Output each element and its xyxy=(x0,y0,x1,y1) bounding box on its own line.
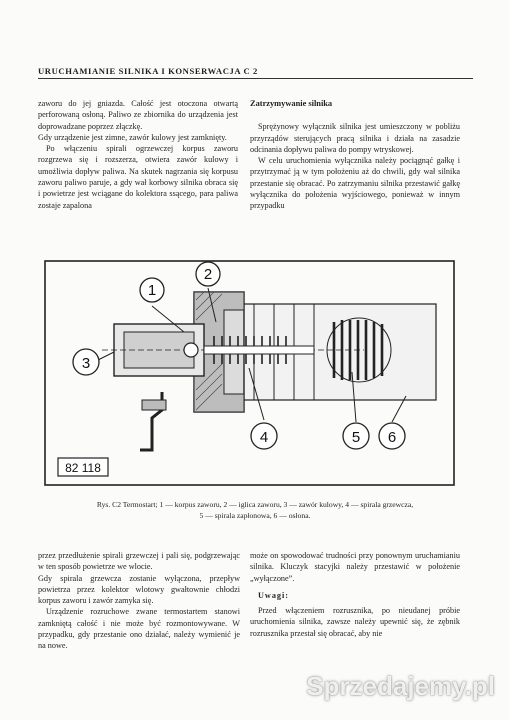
ignition-coil xyxy=(334,320,382,380)
paragraph: Urządzenie rozruchowe zwane termostartem stanowi zamkniętą całość i nie może być rozmontowywane. W przypadku, gdy przestanie ono działać, należy wymienić je na nowe. xyxy=(38,607,240,651)
callout-label-4: 4 xyxy=(259,429,269,446)
paragraph: W celu uruchomienia wyłącznika należy pociągnąć gałkę i przytrzymać ją w tym położeniu aż do chwili, gdy wał silnika przestanie się obracać. Po zatrzymaniu silnika przestawić gałkę wyłącznika do położenia wyjściowego, ponieważ w innym przypadku xyxy=(250,156,460,211)
left-column-bottom xyxy=(38,550,240,652)
callout-label-2: 2 xyxy=(203,266,213,283)
paragraph: Gdy urządzenie jest zimne, zawór kulowy jest zamknięty. xyxy=(38,132,227,142)
paragraph: może on spowodować trudności przy ponownym uruchamianiu silnika. Kluczyk stacyjki należy przestawić w położenie „wyłączone”. xyxy=(250,551,460,583)
watermark: Sprzedajemy.pl xyxy=(306,671,495,701)
callout-label-3: 3 xyxy=(81,355,91,372)
figure-caption xyxy=(55,499,455,521)
paragraph: zaworu do jej gniazda. Całość jest otoczona otwartą perforowaną osłoną. Paliwo ze zbiornika do urządzenia jest doprowadzane poprzez złączkę. xyxy=(38,99,238,131)
caption-line-2: 5 — spirala zapłonowa, 6 — osłona. xyxy=(199,511,311,520)
valve-needle xyxy=(204,346,314,354)
paragraph: Po włączeniu spirali ogrzewczej korpus zaworu rozgrzewa się i rozszerza, otwiera zawór kulowy i umożliwia dopływ paliwa. Na skutek nagrzania się korpusu zaworu paliwo paruje, a gdy wał korbowy silnika obraca się i powietrze jest wciągane do kolektora ssącego, para paliwa zostaje zapalona xyxy=(38,144,238,210)
paragraph: Gdy spirala grzewcza zostanie wyłączona, przepływ powietrza przez kolektor wlotowy gwałtownie chłodzi korpus zaworu i zawór zamyka się. xyxy=(38,573,240,606)
callout-label-5: 5 xyxy=(351,429,361,446)
right-column-top xyxy=(250,98,460,212)
figure-ref: 82 118 xyxy=(65,461,101,475)
connector-nut xyxy=(142,400,166,410)
callout-label-6: 6 xyxy=(387,429,397,446)
thermostart-figure xyxy=(44,260,455,486)
caption-line-1: Rys. C2 Termostart; 1 — korpus zaworu, 2 — iglica zaworu, 3 — zawór kulowy, 4 — spirala grzewcza, xyxy=(96,500,414,509)
ball-valve xyxy=(184,343,198,357)
thermostart-diagram xyxy=(44,260,455,486)
page-header: URUCHAMIANIE SILNIKA I KONSERWACJA C 2 xyxy=(38,66,473,79)
notes-heading: Uwagi: xyxy=(258,590,290,600)
left-column-top xyxy=(38,98,238,211)
paragraph: przez przedłużenie spirali grzewczej i pali się, podgrzewając w ten sposób powietrze we wlocie. xyxy=(38,551,240,572)
paragraph: Sprężynowy wyłącznik silnika jest umieszczony w pobliżu przyrządów sterujących pracą silnika i działa na zasadzie odcinania dopływu paliwa do pompy wtryskowej. xyxy=(250,122,460,154)
section-heading: Zatrzymywanie silnika xyxy=(250,99,333,108)
right-column-bottom xyxy=(250,550,460,639)
callout-label-1: 1 xyxy=(147,282,157,299)
paragraph: Przed włączeniem rozrusznika, po nieudanej próbie uruchomienia silnika, zawsze należy upewnić się, że zębnik rozrusznika przestał się obracać, aby nie xyxy=(250,606,460,638)
